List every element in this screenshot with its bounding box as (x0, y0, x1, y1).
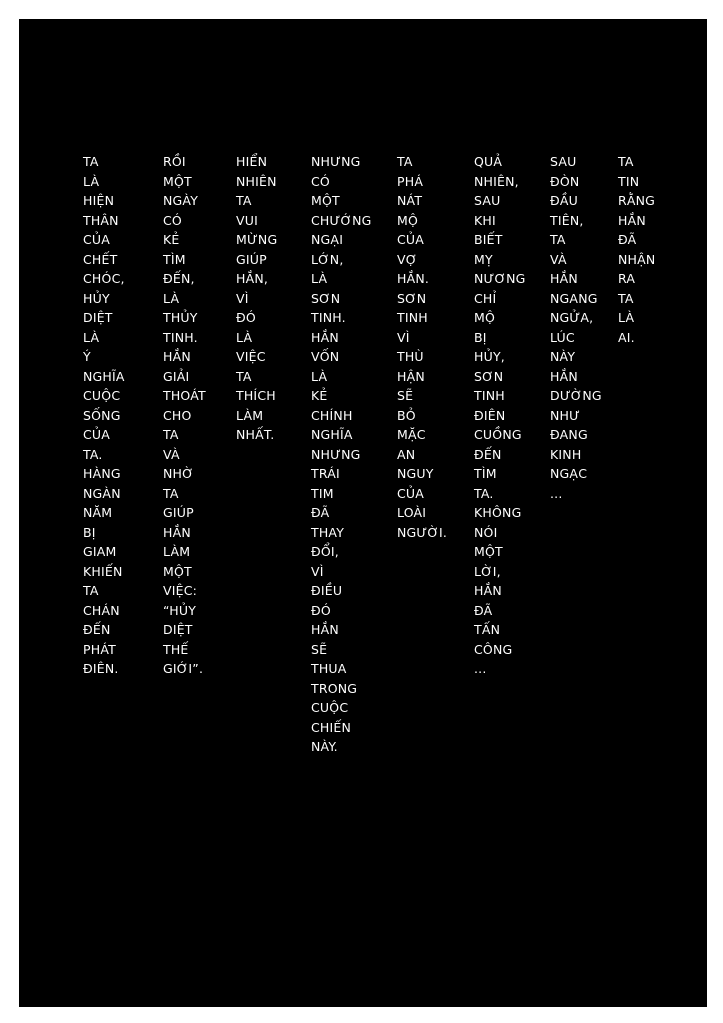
column-text: HIỂN NHIÊN TA VUI MỪNG GIÚP HẮN, VÌ ĐÓ LÀ VIỆC TA THÍCH LÀM NHẤT. (236, 154, 278, 442)
column-text: SAU ĐÒN ĐẦU TIÊN, TA VÀ HẮN NGANG NGỬA, LÚC NÀY HẮN DƯỜNG NHƯ ĐANG KINH NGẠC ... (550, 154, 602, 501)
column-text: TA TIN RẰNG HẮN ĐÃ NHẬN RA TA LÀ AI. (618, 154, 656, 345)
text-column-7 (550, 152, 614, 503)
column-text: NHƯNG CÓ MỘT CHƯỚNG NGẠI LỚN, LÀ SƠN TINH. HẮN VỐN LÀ KẺ CHÍNH NGHĨA NHƯNG TRÁI TIM ĐÃ THAY ĐỔI, VÌ ĐIỀU ĐÓ HẮN SẼ THUA TRONG CUỘC CHIẾN NÀY. (311, 154, 372, 754)
text-column-3 (236, 152, 298, 445)
text-column-2 (163, 152, 225, 679)
page-number: 10 (692, 995, 705, 1006)
text-column-8 (618, 152, 670, 347)
text-column-6 (474, 152, 544, 679)
column-text: TA PHÁ NÁT MỘ CỦA VỢ HẮN. SƠN TINH VÌ THÙ HẬN SẼ BỎ MẶC AN NGUY CỦA LOÀI NGƯỜI. (397, 154, 448, 540)
text-column-1 (83, 152, 145, 679)
black-panel (19, 19, 707, 1007)
text-column-4 (311, 152, 386, 757)
text-column-5 (397, 152, 463, 542)
column-text: TA LÀ HIỆN THÂN CỦA CHẾT CHÓC, HỦY DIỆT LÀ Ý NGHĨA CUỘC SỐNG CỦA TA. HÀNG NGÀN NĂM BỊ GIAM KHIẾN TA CHÁN ĐẾN PHÁT ĐIÊN. (83, 154, 125, 676)
column-text: RỒI MỘT NGÀY CÓ KẺ TÌM ĐẾN, LÀ THỦY TINH. HẮN GIẢI THOÁT CHO TA VÀ NHỜ TA GIÚP HẮN LÀM MỘT VIỆC: “HỦY DIỆT THẾ GIỚI”. (163, 154, 206, 676)
column-text: QUẢ NHIÊN, SAU KHI BIẾT MỴ NƯƠNG CHỈ MỘ BỊ HỦY, SƠN TINH ĐIÊN CUỒNG ĐẾN TÌM TA. KHÔNG NÓI MỘT LỜI, HẮN ĐÃ TẤN CÔNG ... (474, 154, 526, 676)
